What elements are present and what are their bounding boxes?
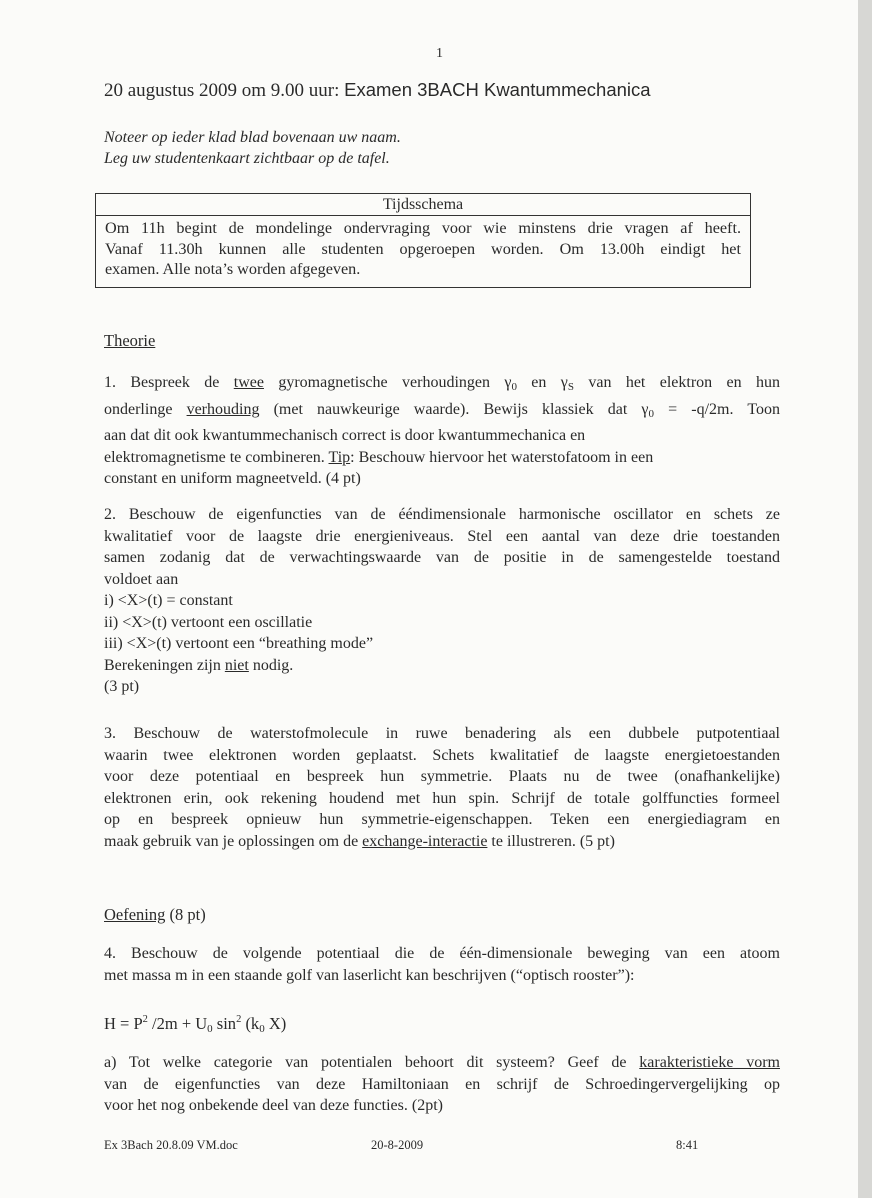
question-4	[104, 943, 780, 986]
theory-heading: Theorie	[104, 331, 156, 350]
schedule-body	[105, 218, 741, 280]
question-line: Berekeningen zijn niet nodig.	[104, 656, 294, 674]
question-line: 2. Beschouw de eigenfuncties van de ééndimensionale harmonische oscillator en schets ze	[104, 506, 780, 523]
footer-filename: Ex 3Bach 20.8.09 VM.doc	[104, 1138, 238, 1152]
instruction-note-name: Noteer op ieder klad blad bovenaan uw naam.	[104, 129, 401, 146]
question-3	[104, 723, 780, 852]
question-line: (3 pt)	[104, 678, 140, 695]
page-number: 1	[436, 46, 443, 61]
question-line: maak gebruik van je oplossingen om de exchange-interactie te illustreren. (5 pt)	[104, 832, 615, 850]
question-line: 4. Beschouw de volgende potentiaal die de één-dimensionale beweging van een atoom	[104, 945, 780, 962]
question-line: samen zodanig dat de verwachtingswaarde van de positie in de samengestelde toestand	[104, 549, 780, 566]
question-line: voor het nog onbekende deel van deze functies. (2pt)	[104, 1097, 443, 1114]
question-line: elektronen erin, ook rekening houdend met hun spin. Schrijf de totale golffuncties formeel	[104, 789, 780, 807]
question-line: elektromagnetisme te combineren. Tip: Beschouw hiervoor het waterstofatoom in een	[104, 448, 654, 466]
question-line: met massa m in een staande golf van laserlicht kan beschrijven (“optisch rooster”):	[104, 966, 635, 984]
schedule-line: Vanaf 11.30h kunnen alle studenten opgeroepen worden. Om 13.00h eindigt het	[105, 239, 741, 258]
exercise-heading: Oefening (8 pt)	[104, 905, 206, 924]
question-line: voor deze potentiaal en bespreek hun symmetrie. Plaats nu de twee (onafhankelijke)	[104, 768, 780, 785]
schedule-heading: Tijdsschema	[96, 194, 750, 216]
question-line: aan dat dit ook kwantummechanisch correct is door kwantummechanica en	[104, 427, 586, 444]
schedule-line: examen. Alle nota’s worden afgegeven.	[105, 260, 361, 278]
question-1	[104, 372, 780, 490]
question-line: iii) <X>(t) vertoont een “breathing mode”	[104, 635, 374, 652]
footer-time: 8:41	[676, 1138, 699, 1152]
exam-header	[104, 79, 651, 102]
question-line: van de eigenfuncties van deze Hamiltoniaan en schrijf de Schroedingervergelijking op	[104, 1075, 780, 1093]
question-line: 1. Bespreek de twee gyromagnetische verhoudingen $\gamma_0$ en $\gamma_S$ van het elektron en hun	[104, 374, 781, 393]
exam-title: Examen 3BACH Kwantummechanica	[344, 79, 651, 100]
question-line: onderlinge verhouding (met nauwkeurige waarde). Bewijs klassiek dat $\gamma_0 = -q/2m$. Toon	[104, 400, 781, 420]
question-line: constant en uniform magneetveld. (4 pt)	[104, 470, 361, 487]
question-line: voldoet aan	[104, 570, 179, 588]
question-line: i) <X>(t) = constant	[104, 592, 233, 609]
question-2	[104, 504, 780, 698]
question-line: op en bespreek opnieuw hun symmetrie-eigenschappen. Teken een energiediagram en	[104, 811, 780, 828]
question-line: waarin twee elektronen worden geplaatst. Schets kwalitatief de laagste energietoestanden	[104, 746, 780, 764]
question-line: 3. Beschouw de waterstofmolecule in ruwe benadering als een dubbele putpotentiaal	[104, 725, 780, 742]
question-line: kwalitatief voor de laagste drie energieniveaus. Stel een aantal van deze drie toestanden	[104, 527, 780, 545]
schedule-line: Om 11h begint de mondelinge ondervraging voor wie minstens drie vragen af heeft.	[105, 219, 741, 237]
question-line: ii) <X>(t) vertoont een oscillatie	[104, 613, 313, 631]
scan-edge	[858, 0, 872, 1198]
question-line: a) Tot welke categorie van potentialen behoort dit systeem? Geef de karakteristieke vorm	[104, 1054, 780, 1071]
question-4a	[104, 1052, 780, 1117]
exam-date: 20 augustus 2009 om 9.00 uur:	[104, 80, 340, 101]
schedule-box	[95, 193, 751, 288]
footer-date: 20-8-2009	[371, 1138, 424, 1152]
instruction-note-card: Leg uw studentenkaart zichtbaar op de tafel.	[104, 150, 390, 167]
hamiltonian-formula: $H = P^2$ $/2m + U_0$ $\sin^2 (k_0$ X)	[104, 1014, 287, 1035]
